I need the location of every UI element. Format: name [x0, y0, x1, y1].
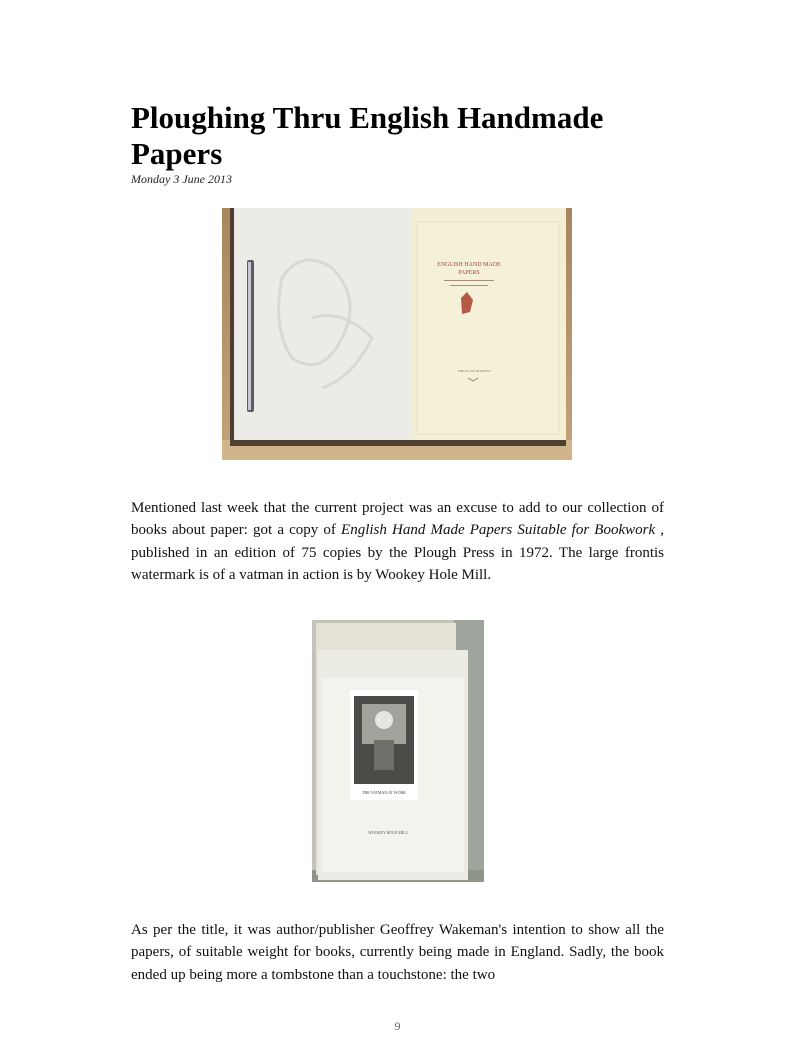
page-number: 9	[394, 1019, 401, 1033]
frontis-bottom-line: WOOKEY HOLE MILL	[367, 830, 409, 835]
frontis-illustration	[312, 620, 484, 882]
paragraph-1-text-a: Mentioned last week that the current project was an excuse to add to our collection of books about paper: got a copy of	[131, 500, 664, 539]
paragraph-1	[131, 497, 664, 586]
article-date: Monday 3 June 2013	[131, 172, 232, 186]
open-book-illustration	[222, 208, 572, 460]
title-page-press: THE PLOUGH PRESS	[457, 369, 491, 373]
frontis-photo	[312, 620, 484, 882]
open-book-photo	[222, 208, 572, 460]
article-title: Ploughing Thru English Handmade Papers	[131, 100, 604, 171]
frontis-caption: THE VATMAN AT WORK	[361, 790, 407, 795]
title-page-line-2: PAPERS	[458, 270, 480, 276]
title-page-line-1: ENGLISH HAND MADE	[437, 262, 501, 268]
paragraph-1-text-b: , published in an edition of 75 copies by the Plough Press in 1972. The large frontis watermark is of a vatman in action is by Wookey Hole Mill.	[131, 522, 664, 583]
paragraph-2: As per the title, it was author/publisher Geoffrey Wakeman's intention to show all the papers, of suitable weight for books, currently being made in England. Sadly, the book ended up being more a tombstone than a touchstone: the two	[131, 922, 664, 983]
book-title: English Hand Made Papers Suitable for Bookwork	[341, 522, 656, 539]
